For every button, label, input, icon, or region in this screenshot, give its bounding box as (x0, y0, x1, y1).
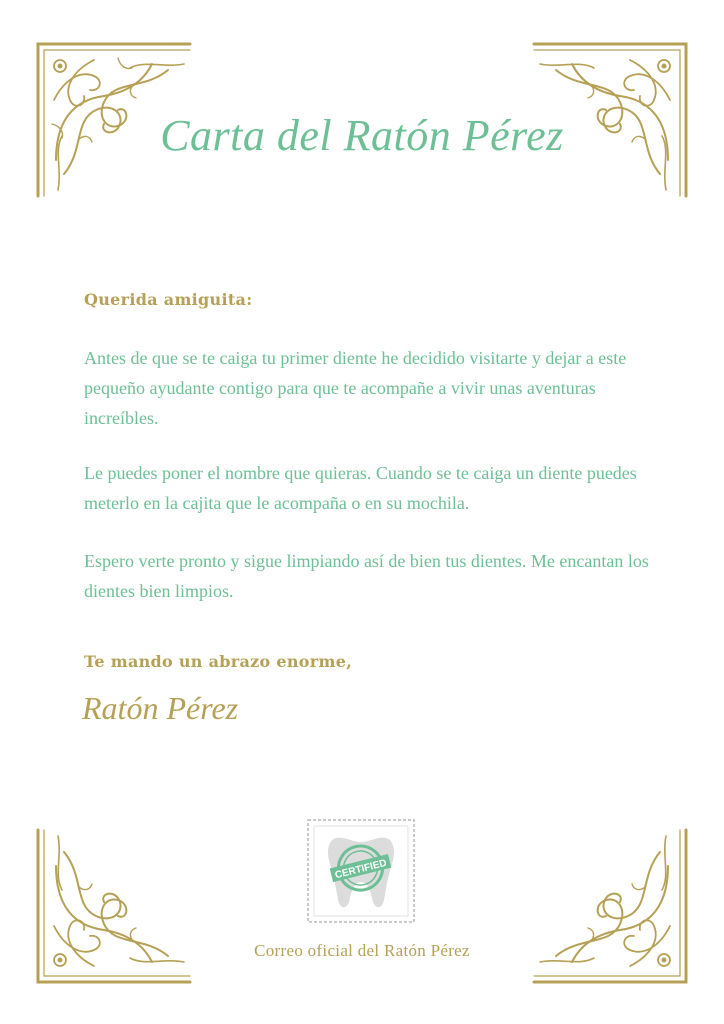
closing-line: Te mando un abrazo enorme, (84, 652, 353, 671)
ornament-corner-bottom-right (530, 826, 690, 986)
letter-title: Carta del Ratón Pérez (160, 111, 564, 160)
paragraph-2: Le puedes poner el nombre que quieras. Cuando se te caiga un diente puedes meterlo en la cajita que le acompaña o en su mochila. (84, 463, 637, 513)
paragraph-1: Antes de que se te caiga tu primer diente he decidido visitarte y dejar a este pequeño ayudante contigo para que te acompañe a vivir unas aventuras increíbles. (84, 348, 627, 428)
paragraph-3: Espero verte pronto y sigue limpiando así de bien tus dientes. Me encantan los dientes bien limpios. (84, 551, 649, 601)
signature: Ratón Pérez (82, 690, 239, 726)
ornament-corner-bottom-left (34, 826, 194, 986)
greeting: Querida amiguita: (84, 290, 253, 309)
stamp-badge-text: CERTIFIED (333, 857, 388, 882)
footer-text: Correo oficial del Ratón Pérez (254, 941, 470, 960)
certified-stamp (306, 818, 416, 924)
